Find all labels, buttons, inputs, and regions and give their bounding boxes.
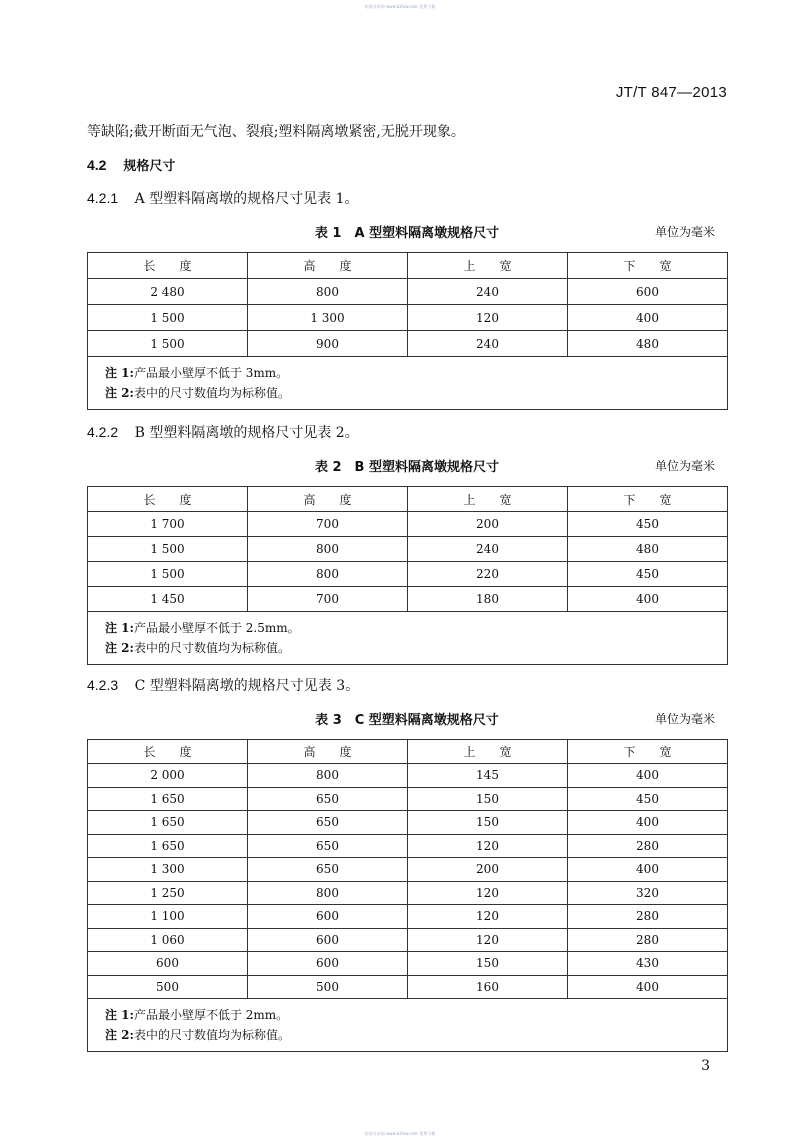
cell: 450	[568, 787, 728, 811]
cell: 1 500	[88, 331, 248, 357]
cell: 1 650	[88, 787, 248, 811]
cell: 1 450	[88, 587, 248, 612]
cell: 1 100	[88, 905, 248, 929]
subsection-4-2-1	[87, 188, 359, 208]
cell: 500	[248, 975, 408, 999]
cell: 500	[88, 975, 248, 999]
cell: 120	[408, 905, 568, 929]
cell: 400	[568, 305, 728, 331]
cell: 600	[88, 952, 248, 976]
subsection-text: C 型塑料隔离墩的规格尺寸见表 3。	[134, 678, 360, 694]
standard-code: JT/T 847—2013	[615, 84, 727, 101]
table-row	[88, 305, 728, 331]
cell: 700	[248, 587, 408, 612]
cell: 650	[248, 787, 408, 811]
note-1: 注 1:产品最小壁厚不低于 3mm。	[105, 366, 289, 380]
table-header-row	[88, 487, 728, 512]
section-heading	[87, 155, 175, 174]
table-row	[88, 928, 728, 952]
table-title: 表 1 A 型塑料隔离墩规格尺寸	[314, 226, 500, 241]
cell: 600	[248, 952, 408, 976]
cell: 220	[408, 562, 568, 587]
note-1: 注 1:产品最小壁厚不低于 2mm。	[105, 1008, 289, 1022]
table-row	[88, 512, 728, 537]
header-top-width: 上 宽	[408, 487, 568, 512]
cell: 120	[408, 305, 568, 331]
cell: 240	[408, 279, 568, 305]
note-1: 注 1:产品最小壁厚不低于 2.5mm。	[105, 621, 300, 635]
cell: 700	[248, 512, 408, 537]
cell: 1 060	[88, 928, 248, 952]
table-row	[88, 975, 728, 999]
table-row	[88, 331, 728, 357]
cell: 1 700	[88, 512, 248, 537]
cell: 280	[568, 928, 728, 952]
cell: 400	[568, 587, 728, 612]
header-length: 长 度	[88, 487, 248, 512]
table-unit: 单位为毫米	[654, 225, 715, 239]
table-row	[88, 811, 728, 835]
header-length: 长 度	[88, 253, 248, 279]
table-row	[88, 787, 728, 811]
note-2: 注 2:表中的尺寸数值均为标称值。	[105, 641, 290, 655]
header-top-width: 上 宽	[408, 740, 568, 764]
cell: 200	[408, 512, 568, 537]
cell: 240	[408, 537, 568, 562]
cell: 800	[248, 279, 408, 305]
cell: 800	[248, 537, 408, 562]
table-1	[87, 252, 728, 410]
section-title: 规格尺寸	[123, 159, 176, 174]
cell: 1 300	[248, 305, 408, 331]
table-row	[88, 834, 728, 858]
table-notes	[88, 612, 728, 665]
cell: 150	[408, 787, 568, 811]
cell: 2 000	[88, 764, 248, 788]
subsection-4-2-3	[87, 675, 359, 695]
cell: 400	[568, 975, 728, 999]
cell: 1 500	[88, 305, 248, 331]
cell: 600	[248, 905, 408, 929]
header-bottom-width: 下 宽	[568, 253, 728, 279]
cell: 600	[248, 928, 408, 952]
cell: 900	[248, 331, 408, 357]
table-2-caption	[87, 456, 727, 476]
cell: 120	[408, 834, 568, 858]
subsection-number: 4.2.2	[87, 424, 119, 440]
cell: 480	[568, 537, 728, 562]
table-row	[88, 764, 728, 788]
cell: 400	[568, 764, 728, 788]
table-row	[88, 587, 728, 612]
cell: 480	[568, 331, 728, 357]
header-top-width: 上 宽	[408, 253, 568, 279]
table-3-caption	[87, 709, 727, 729]
table-header-row	[88, 740, 728, 764]
subsection-number: 4.2.3	[87, 677, 119, 693]
cell: 450	[568, 512, 728, 537]
table-row	[88, 562, 728, 587]
watermark-bottom: 标准分享网 www.bzfxw.com 免费下载	[364, 1131, 436, 1136]
cell: 1 300	[88, 858, 248, 882]
cell: 650	[248, 834, 408, 858]
cell: 180	[408, 587, 568, 612]
note-2: 注 2:表中的尺寸数值均为标称值。	[105, 1028, 290, 1042]
cell: 400	[568, 858, 728, 882]
page-number: 3	[701, 1058, 710, 1074]
cell: 150	[408, 811, 568, 835]
table-notes-row	[88, 612, 728, 665]
cell: 1 500	[88, 562, 248, 587]
table-row	[88, 537, 728, 562]
cell: 400	[568, 811, 728, 835]
cell: 280	[568, 905, 728, 929]
table-row	[88, 858, 728, 882]
table-notes	[88, 999, 728, 1052]
cell: 160	[408, 975, 568, 999]
table-notes	[88, 357, 728, 410]
table-1-caption	[87, 222, 727, 242]
cell: 120	[408, 928, 568, 952]
header-height: 高 度	[248, 487, 408, 512]
cell: 120	[408, 881, 568, 905]
cell: 2 480	[88, 279, 248, 305]
watermark-top: 标准分享网 www.bzfxw.com 免费下载	[364, 4, 436, 9]
table-row	[88, 952, 728, 976]
cell: 650	[248, 858, 408, 882]
cell: 1 650	[88, 834, 248, 858]
header-length: 长 度	[88, 740, 248, 764]
table-row	[88, 881, 728, 905]
cell: 280	[568, 834, 728, 858]
table-row	[88, 279, 728, 305]
subsection-text: A 型塑料隔离墩的规格尺寸见表 1。	[134, 191, 359, 207]
cell: 600	[568, 279, 728, 305]
subsection-text: B 型塑料隔离墩的规格尺寸见表 2。	[134, 425, 359, 441]
cell: 430	[568, 952, 728, 976]
table-2	[87, 486, 728, 665]
cell: 200	[408, 858, 568, 882]
cell: 1 650	[88, 811, 248, 835]
table-notes-row	[88, 357, 728, 410]
table-3	[87, 739, 728, 1052]
table-unit: 单位为毫米	[654, 712, 715, 726]
cell: 1 250	[88, 881, 248, 905]
cell: 150	[408, 952, 568, 976]
note-2: 注 2:表中的尺寸数值均为标称值。	[105, 386, 290, 400]
subsection-4-2-2	[87, 422, 359, 442]
intro-paragraph: 等缺陷;截开断面无气泡、裂痕;塑料隔离墩紧密,无脱开现象。	[87, 124, 465, 140]
cell: 145	[408, 764, 568, 788]
section-number: 4.2	[87, 157, 107, 173]
table-header-row	[88, 253, 728, 279]
header-bottom-width: 下 宽	[568, 740, 728, 764]
header-height: 高 度	[248, 253, 408, 279]
table-title: 表 3 C 型塑料隔离墩规格尺寸	[315, 713, 499, 728]
cell: 800	[248, 764, 408, 788]
cell: 650	[248, 811, 408, 835]
header-height: 高 度	[248, 740, 408, 764]
cell: 800	[248, 881, 408, 905]
cell: 800	[248, 562, 408, 587]
cell: 240	[408, 331, 568, 357]
cell: 450	[568, 562, 728, 587]
cell: 1 500	[88, 537, 248, 562]
table-row	[88, 905, 728, 929]
header-bottom-width: 下 宽	[568, 487, 728, 512]
table-notes-row	[88, 999, 728, 1052]
subsection-number: 4.2.1	[87, 190, 119, 206]
table-title: 表 2 B 型塑料隔离墩规格尺寸	[314, 460, 499, 475]
table-unit: 单位为毫米	[654, 459, 715, 473]
cell: 320	[568, 881, 728, 905]
